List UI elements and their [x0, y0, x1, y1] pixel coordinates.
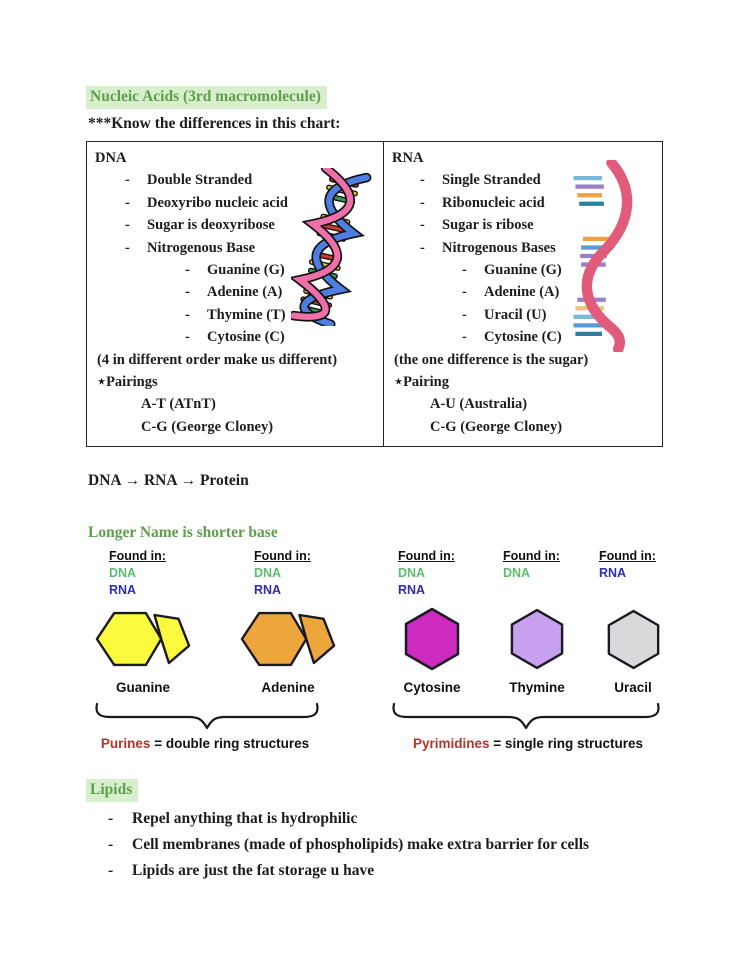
list-item: - Uracil (U)	[462, 306, 547, 323]
dna-pairings-label: ⋆Pairings	[97, 374, 158, 391]
list-item: - Guanine (G)	[185, 262, 285, 279]
section-heading-lipids	[86, 779, 138, 802]
lipids-list	[108, 806, 589, 884]
dna-column	[87, 142, 384, 446]
section-heading-text: Nucleic Acids (3rd macromolecule)	[86, 86, 327, 109]
bases-diagram-heading: Longer Name is shorter base	[88, 524, 278, 541]
list-item: - Adenine (A)	[185, 284, 283, 301]
found-in-block: Found in: DNA	[503, 549, 560, 580]
list-item: - Nitrogenous Base	[125, 239, 256, 256]
base-column-guanine	[83, 548, 203, 695]
found-in-block: Found in: DNA RNA	[398, 549, 455, 597]
base-label: Cytosine	[403, 680, 461, 695]
base-label: Thymine	[509, 680, 565, 695]
central-dogma-line: DNA → RNA → Protein	[88, 472, 249, 489]
purines-caption: Purines = double ring structures	[100, 736, 310, 751]
list-item: - Cytosine (C)	[462, 329, 562, 346]
lipids-heading-text: Lipids	[86, 779, 138, 802]
cytosine-single-ring-shape	[403, 607, 461, 671]
uracil-single-ring-shape	[606, 609, 661, 670]
list-item: - Nitrogenous Bases	[420, 239, 556, 256]
rna-strand-illustration	[564, 160, 640, 352]
found-in-block: Found in: RNA	[599, 549, 656, 580]
guanine-double-ring-shape	[95, 606, 191, 672]
pyrimidines-caption: Pyrimidines = single ring structures	[413, 736, 643, 751]
list-item: - Lipids are just the fat storage u have	[108, 862, 375, 879]
dna-rna-comparison-table	[86, 141, 663, 447]
list-item: - Deoxyribo nucleic acid	[125, 194, 288, 211]
rna-pairing: C-G (George Cloney)	[430, 418, 563, 435]
pyrimidines-brace	[389, 700, 663, 730]
base-label: Adenine	[261, 680, 315, 695]
dna-column-title: DNA	[95, 150, 127, 166]
found-in-block: Found in: DNA RNA	[254, 549, 311, 597]
list-item: - Double Stranded	[125, 172, 253, 189]
list-item: - Guanine (G)	[462, 262, 562, 279]
rna-column-title: RNA	[392, 150, 424, 166]
rna-note: (the one difference is the sugar)	[394, 351, 589, 368]
dna-note: (4 in different order make us different)	[97, 351, 338, 368]
found-in-block: Found in: DNA RNA	[109, 549, 166, 597]
purines-brace	[92, 700, 322, 730]
base-label: Guanine	[115, 680, 170, 695]
rna-pairing-label: ⋆Pairing	[394, 374, 449, 391]
list-item: - Sugar is deoxyribose	[125, 217, 275, 234]
dna-pairing: A-T (ATnT)	[141, 396, 216, 413]
list-item: - Ribonucleic acid	[420, 194, 545, 211]
chart-instruction: ***Know the differences in this chart:	[88, 115, 341, 132]
dna-pairing: C-G (George Cloney)	[141, 418, 274, 435]
thymine-single-ring-shape	[509, 608, 565, 670]
section-heading-nucleic-acids	[86, 86, 327, 109]
list-item: - Cytosine (C)	[185, 329, 285, 346]
base-label: Uracil	[614, 680, 652, 695]
list-item: - Adenine (A)	[462, 284, 560, 301]
rna-column	[384, 142, 662, 446]
base-column-adenine	[228, 548, 348, 695]
base-column-uracil	[573, 548, 693, 695]
list-item: - Single Stranded	[420, 172, 541, 189]
list-item: - Repel anything that is hydrophilic	[108, 810, 358, 827]
list-item: - Thymine (T)	[185, 306, 286, 323]
adenine-double-ring-shape	[240, 606, 336, 672]
list-item: - Cell membranes (made of phospholipids) make extra barrier for cells	[108, 836, 590, 853]
rna-pairing: A-U (Australia)	[430, 396, 528, 413]
base-column-cytosine	[372, 548, 492, 695]
list-item: - Sugar is ribose	[420, 217, 534, 234]
dna-helix-illustration	[291, 168, 377, 326]
